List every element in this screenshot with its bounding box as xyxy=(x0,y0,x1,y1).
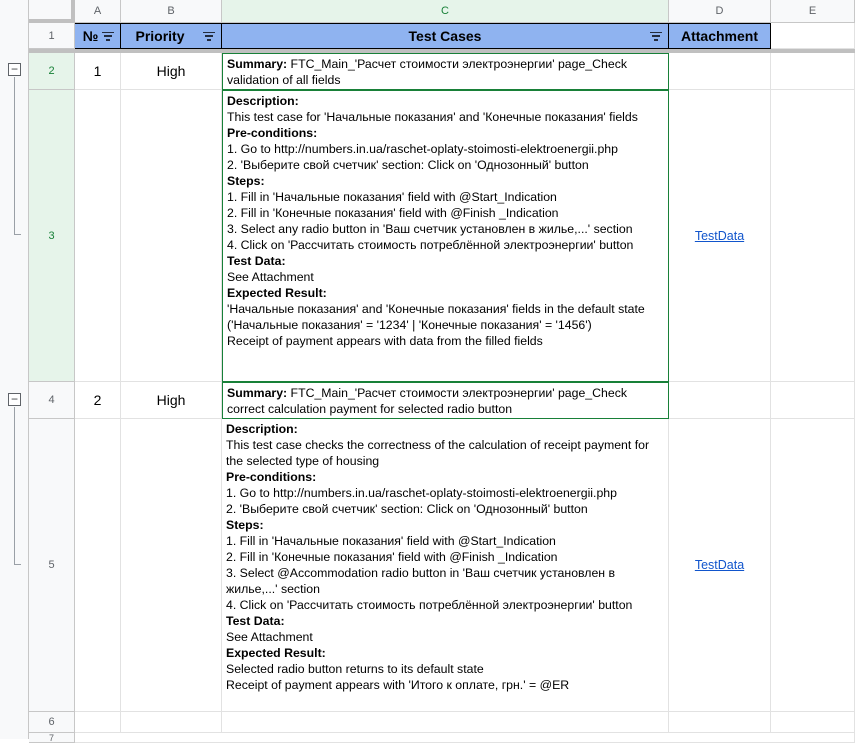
collapse-group-1-button[interactable]: − xyxy=(8,63,21,76)
column-header-b[interactable]: B xyxy=(121,0,222,23)
step-item: 2. Fill in 'Конечные показания' field with @Finish _Indication xyxy=(226,550,558,564)
row-header-4[interactable]: 4 xyxy=(29,382,75,419)
header-test-cases-label: Test Cases xyxy=(408,28,482,44)
step-item: 1. Fill in 'Начальные показания' field with @Start_Indication xyxy=(226,534,556,548)
cell-e1[interactable] xyxy=(771,23,855,49)
cell-e2[interactable] xyxy=(771,53,855,90)
cell-d6[interactable] xyxy=(669,712,771,733)
cell-b6[interactable] xyxy=(121,712,222,733)
header-num-label: № xyxy=(82,28,99,44)
step-item: 1. Fill in 'Начальные показания' field with @Start_Indication xyxy=(227,190,557,204)
expected-result-item: Selected radio button returns to its default state xyxy=(226,662,484,676)
step-item: 4. Click on 'Рассчитать стоимость потреблённой электроэнергии' button xyxy=(226,598,633,612)
cell-c4[interactable] xyxy=(222,382,669,419)
row-header-3[interactable]: 3 xyxy=(29,90,75,382)
column-header-c[interactable]: C xyxy=(222,0,669,23)
step-item: 4. Click on 'Рассчитать стоимость потреблённой электроэнергии' button xyxy=(227,238,634,252)
summary-label: Summary: xyxy=(227,386,288,400)
expected-result-label: Expected Result: xyxy=(226,646,326,660)
cell-a5[interactable] xyxy=(75,419,121,712)
column-header-e[interactable]: E xyxy=(771,0,855,23)
step-item: 2. Fill in 'Конечные показания' field with @Finish _Indication xyxy=(227,206,559,220)
steps-label: Steps: xyxy=(227,174,265,188)
summary-text: FTC_Main_'Расчет стоимости электроэнергии' page_Check correct calculation payment for selected radio button xyxy=(227,386,628,416)
precondition-item: 1. Go to http://numbers.in.ua/raschet-oplaty-stoimosti-elektroenergii.php xyxy=(227,142,618,156)
filter-icon[interactable] xyxy=(102,32,114,41)
summary-label: Summary: xyxy=(227,57,288,71)
expected-result-item: 'Начальные показания' and 'Конечные показания' fields in the default state ('Начальные показания' = '1234' | 'Конечные показания' = '1456') xyxy=(227,302,645,332)
step-item: 3. Select any radio button in 'Ваш счетчик установлен в жилье,...' section xyxy=(227,222,633,236)
row-header-1[interactable]: 1 xyxy=(29,23,75,49)
expected-result-item: Receipt of payment appears with 'Итого к оплате, грн.' = @ER xyxy=(226,678,570,692)
test-data-text: See Attachment xyxy=(226,630,313,644)
cell-e3[interactable] xyxy=(771,90,855,382)
precondition-item: 2. 'Выберите свой счетчик' section: Click on 'Однозонный' button xyxy=(227,158,589,172)
preconditions-label: Pre-conditions: xyxy=(226,470,317,484)
precondition-item: 1. Go to http://numbers.in.ua/raschet-oplaty-stoimosti-elektroenergii.php xyxy=(226,486,617,500)
cell-e5[interactable] xyxy=(771,419,855,712)
row-header-2[interactable]: 2 xyxy=(29,53,75,90)
collapse-group-2-button[interactable]: − xyxy=(8,393,21,406)
header-test-cases[interactable] xyxy=(222,23,669,49)
header-priority[interactable] xyxy=(121,23,222,49)
cell-d4[interactable] xyxy=(669,382,771,419)
row-7-cells[interactable] xyxy=(75,733,855,743)
cell-b3[interactable] xyxy=(121,90,222,382)
cell-c5[interactable] xyxy=(222,419,669,712)
description-text: This test case checks the correctness of the calculation of receipt payment for the selected type of housing xyxy=(226,438,650,468)
filter-icon[interactable] xyxy=(650,32,662,41)
row-header-6[interactable]: 6 xyxy=(29,712,75,733)
cell-e6[interactable] xyxy=(771,712,855,733)
header-num[interactable] xyxy=(75,23,121,49)
cell-c3[interactable] xyxy=(222,90,669,382)
row-header-7[interactable]: 7 xyxy=(29,733,75,743)
description-label: Description: xyxy=(226,422,298,436)
cell-a2[interactable]: 1 xyxy=(75,53,121,90)
steps-label: Steps: xyxy=(226,518,264,532)
summary-text: FTC_Main_'Расчет стоимости электроэнергии' page_Check validation of all fields xyxy=(227,57,628,87)
cell-a3[interactable] xyxy=(75,90,121,382)
header-attachment[interactable]: Attachment xyxy=(669,23,771,49)
select-all-corner[interactable] xyxy=(29,0,75,23)
filter-icon[interactable] xyxy=(203,32,215,41)
test-data-label: Test Data: xyxy=(227,254,286,268)
row-header-5[interactable]: 5 xyxy=(29,419,75,712)
description-label: Description: xyxy=(227,94,299,108)
cell-e4[interactable] xyxy=(771,382,855,419)
precondition-item: 2. 'Выберите свой счетчик' section: Click on 'Однозонный' button xyxy=(226,502,588,516)
cell-d2[interactable] xyxy=(669,53,771,90)
step-item: 3. Select @Accommodation radio button in 'Ваш счетчик установлен в жилье,...' section xyxy=(226,566,616,596)
cell-b5[interactable] xyxy=(121,419,222,712)
column-header-a[interactable]: A xyxy=(75,0,121,23)
test-data-label: Test Data: xyxy=(226,614,285,628)
expected-result-label: Expected Result: xyxy=(227,286,327,300)
cell-a6[interactable] xyxy=(75,712,121,733)
cell-b4[interactable]: High xyxy=(121,382,222,419)
testdata-link-1[interactable]: TestData xyxy=(669,90,771,382)
group-2-bracket xyxy=(14,407,21,565)
preconditions-label: Pre-conditions: xyxy=(227,126,318,140)
testdata-link-2[interactable]: TestData xyxy=(669,419,771,712)
cell-b2[interactable]: High xyxy=(121,53,222,90)
cell-c2[interactable] xyxy=(222,53,669,90)
description-text: This test case for 'Начальные показания' and 'Конечные показания' fields xyxy=(227,110,638,124)
header-priority-label: Priority xyxy=(135,28,185,44)
column-header-d[interactable]: D xyxy=(669,0,771,23)
test-data-text: See Attachment xyxy=(227,270,314,284)
group-1-bracket xyxy=(14,77,21,235)
cell-a4[interactable]: 2 xyxy=(75,382,121,419)
expected-result-item: Receipt of payment appears with data from the filled fields xyxy=(227,334,543,348)
cell-c6[interactable] xyxy=(222,712,669,733)
